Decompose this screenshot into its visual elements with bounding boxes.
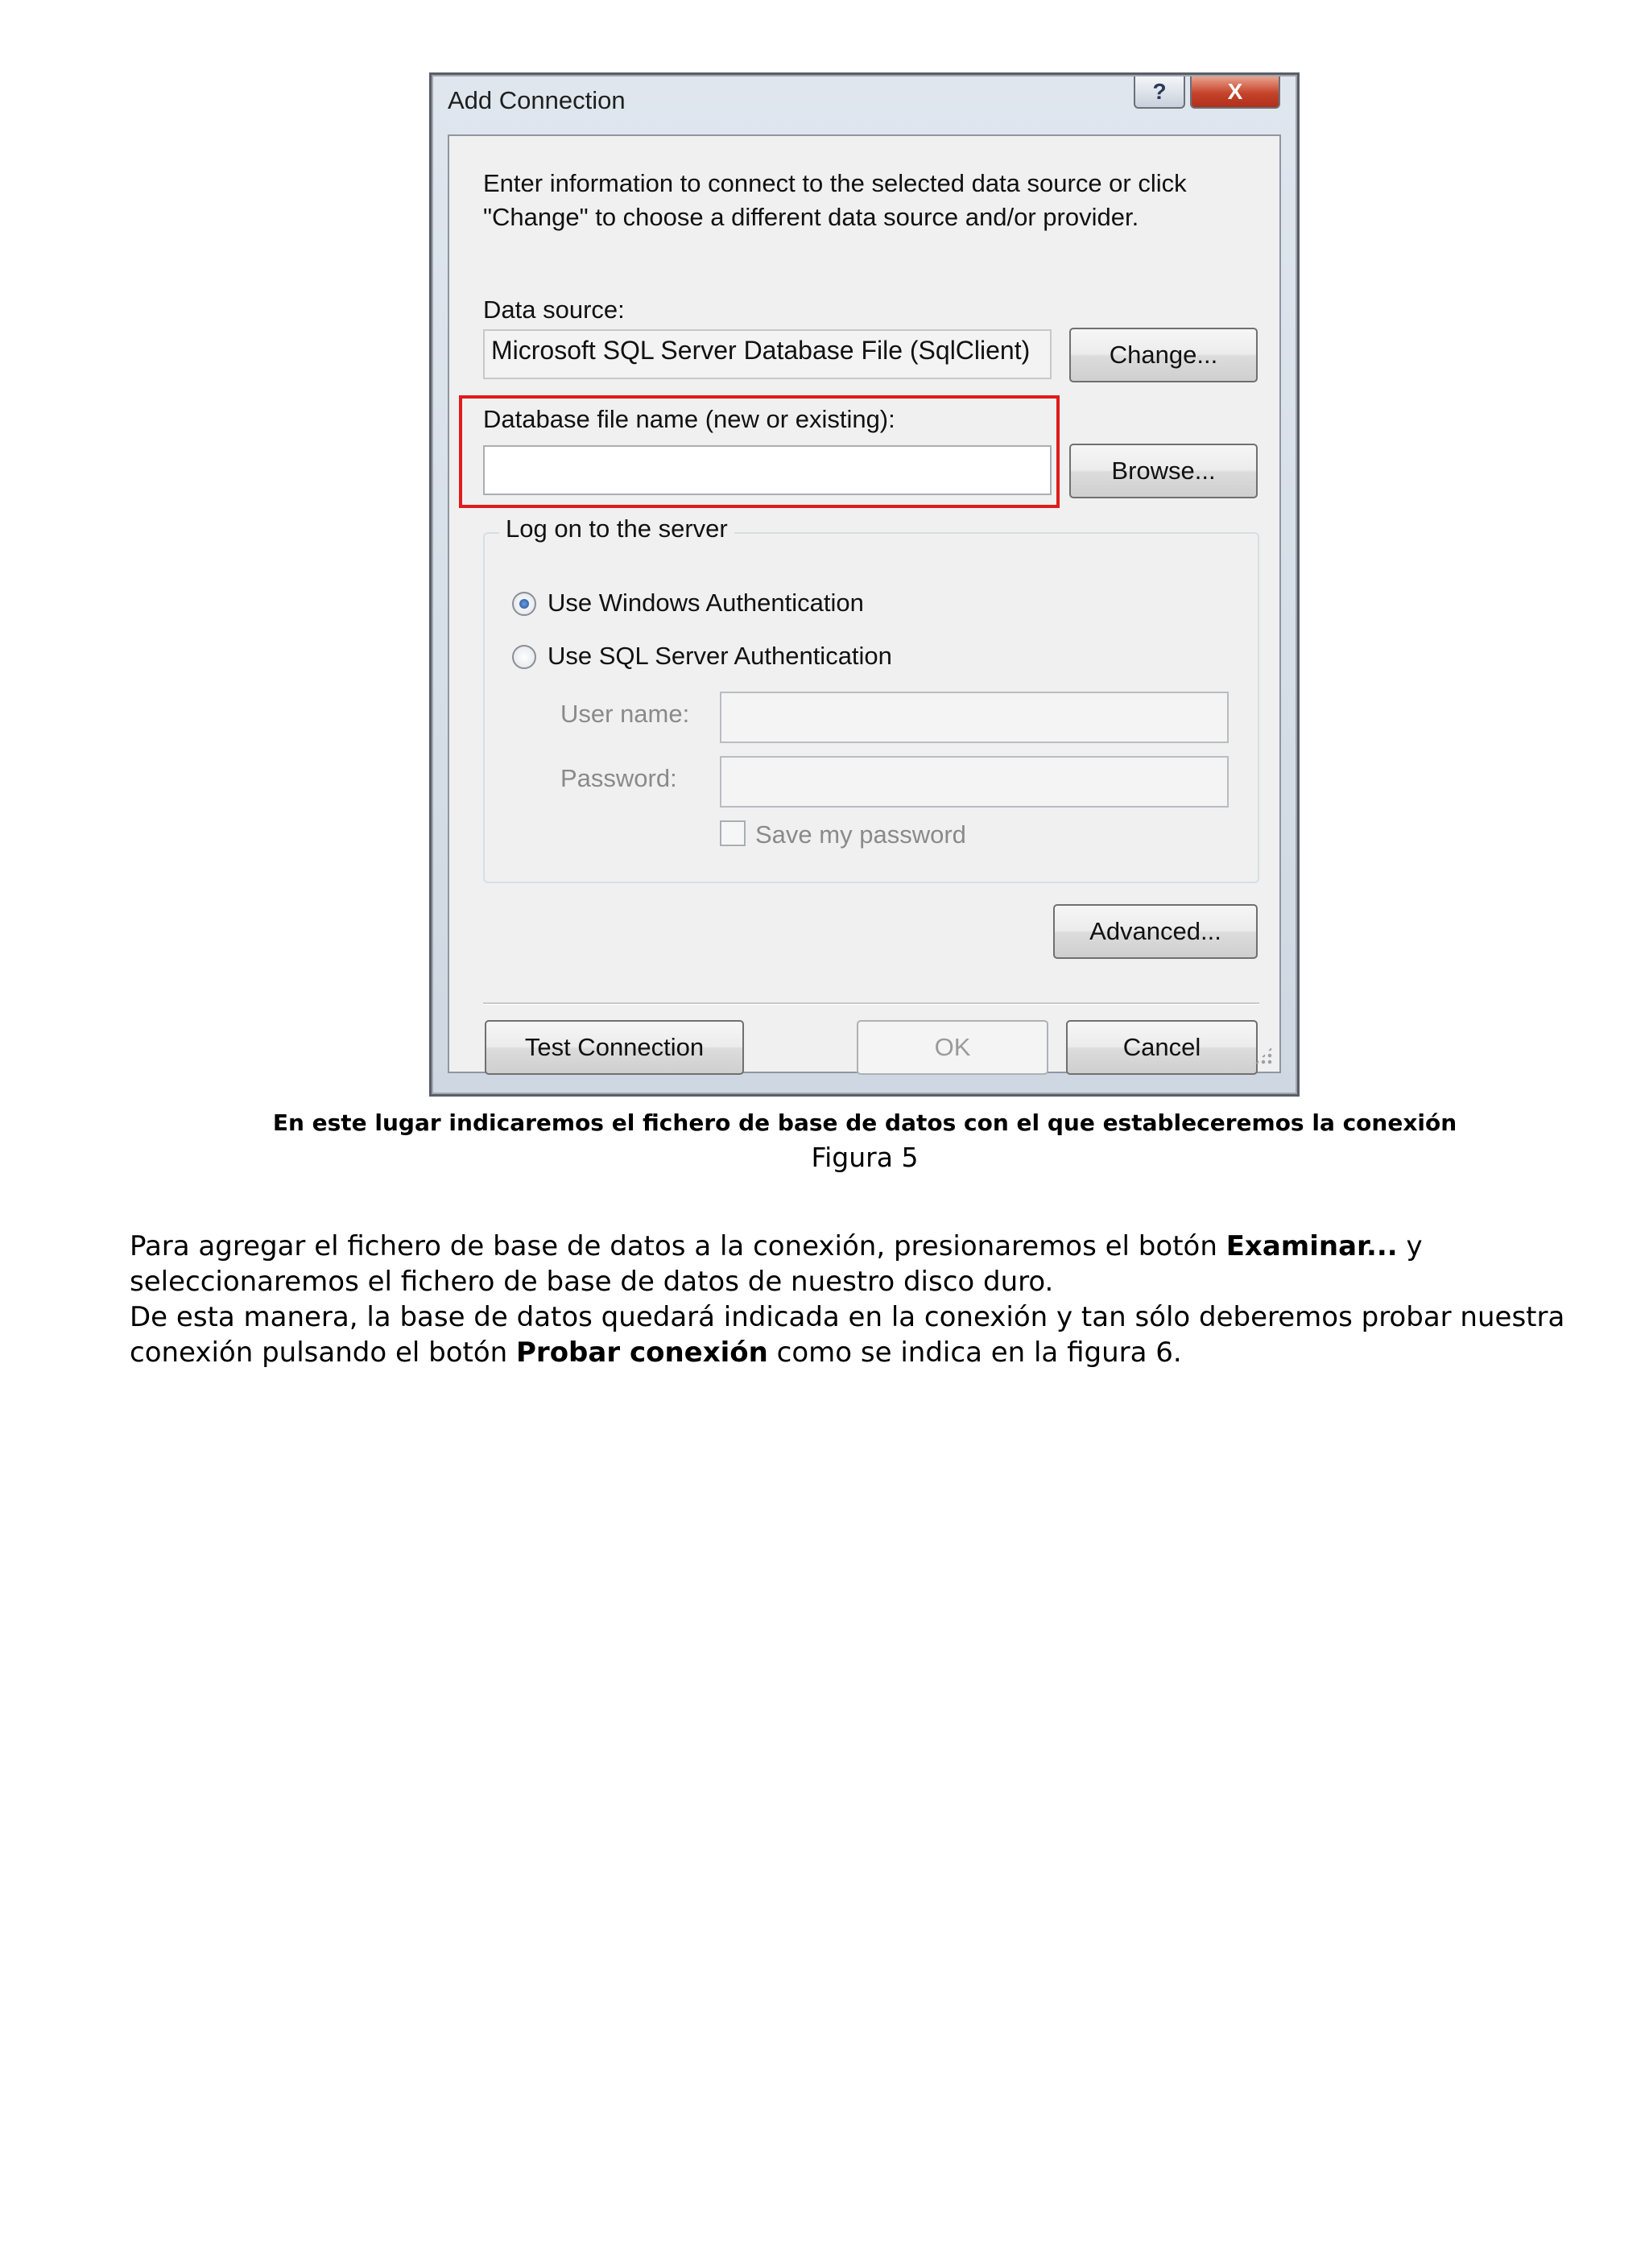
close-icon: X [1227, 79, 1243, 104]
test-connection-button[interactable]: Test Connection [485, 1020, 744, 1075]
p2-text-a: De esta manera, la base de datos quedará indicada en la conexión y tan sólo deberemos probar nuestra conexión pulsando el botón [130, 1301, 1565, 1369]
intro-text: Enter information to connect to the selected data source or click "Change" to choose a different data source and/or provider. [483, 169, 1187, 231]
radio-selected-dot [519, 599, 529, 609]
body-text [130, 1229, 1611, 1370]
divider [483, 1002, 1259, 1005]
sql-auth-label[interactable]: Use SQL Server Authentication [548, 642, 892, 670]
browse-button[interactable]: Browse... [1069, 444, 1258, 498]
windows-auth-label[interactable]: Use Windows Authentication [548, 589, 864, 617]
save-password-checkbox [720, 820, 746, 846]
data-source-field: Microsoft SQL Server Database File (SqlClient) [483, 329, 1052, 379]
password-label: Password: [560, 764, 677, 792]
p1-bold: Examinar... [1225, 1230, 1398, 1262]
save-password-label: Save my password [755, 820, 966, 849]
logon-group-legend: Log on to the server [499, 514, 734, 543]
db-file-label: Database file name (new or existing): [483, 405, 895, 433]
figure-caption: En este lugar indicaremos el fichero de base de datos con el que estableceremos la conexión [272, 1109, 1457, 1136]
paragraph-1 [130, 1229, 1611, 1299]
sql-auth-radio[interactable] [512, 645, 536, 669]
paragraph-2 [130, 1299, 1611, 1370]
data-source-label: Data source: [483, 295, 625, 324]
close-button[interactable] [1190, 76, 1280, 109]
add-connection-dialog [429, 72, 1300, 1097]
username-input [720, 692, 1229, 743]
help-icon: ? [1152, 79, 1167, 104]
password-input [720, 756, 1229, 808]
p2-bold: Probar conexión [516, 1336, 768, 1369]
advanced-button[interactable]: Advanced... [1053, 904, 1258, 959]
dialog-client-area [448, 134, 1281, 1073]
figure-label: Figura 5 [811, 1142, 919, 1173]
dialog-title: Add Connection [448, 86, 626, 114]
ok-button: OK [857, 1020, 1048, 1075]
db-file-input[interactable] [483, 445, 1052, 495]
cancel-button[interactable]: Cancel [1066, 1020, 1258, 1075]
p1-text-a: Para agregar el fichero de base de datos a la conexión, presionaremos el botón [130, 1230, 1226, 1262]
p1-text-b: y seleccionaremos el fichero de base de datos de nuestro disco duro. [130, 1230, 1423, 1298]
change-button[interactable]: Change... [1069, 328, 1258, 382]
username-label: User name: [560, 700, 690, 728]
help-button[interactable] [1134, 76, 1185, 109]
windows-auth-radio[interactable] [512, 592, 536, 616]
p2-text-b: como se indica en la figura 6. [767, 1336, 1182, 1369]
